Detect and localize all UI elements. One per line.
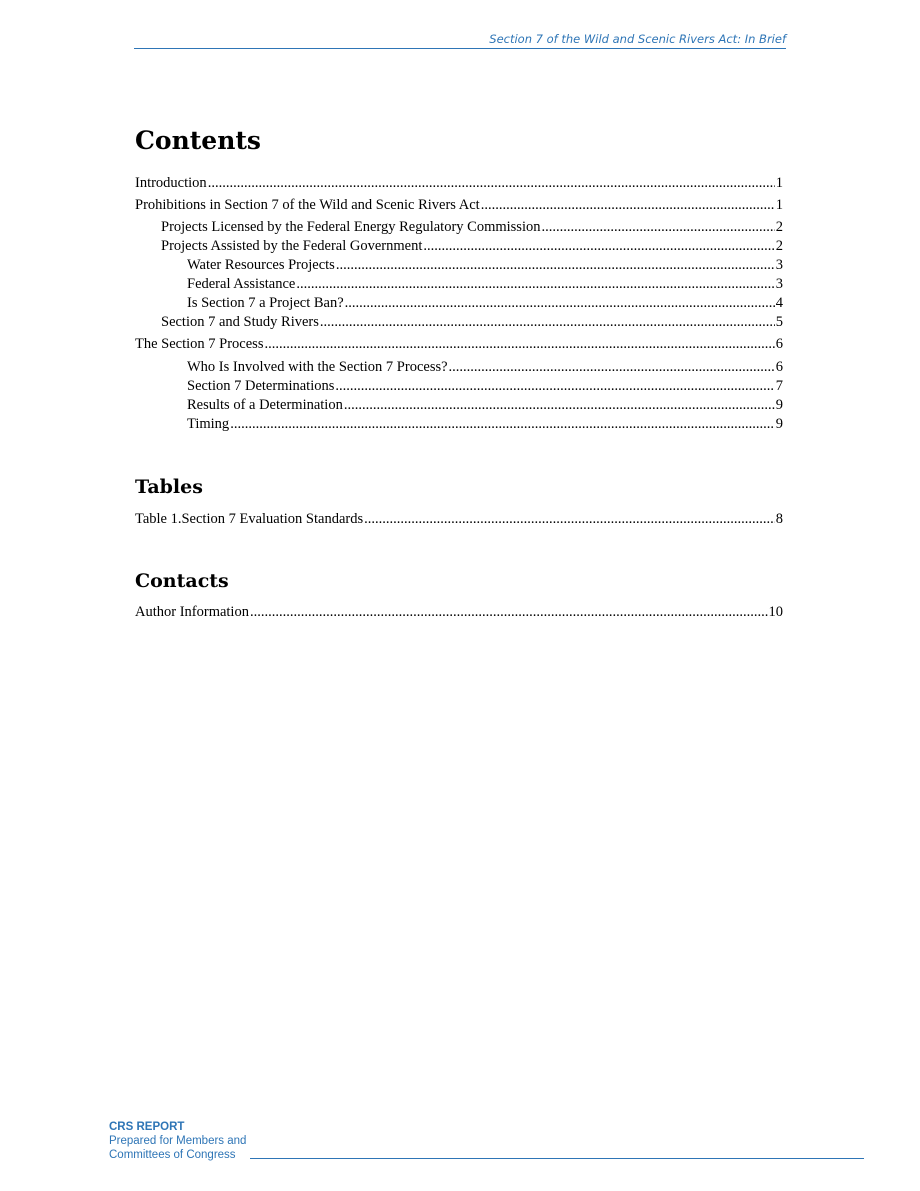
toc-entry-title: Who Is Involved with the Section 7 Process? <box>187 359 448 375</box>
dot-leader <box>345 294 775 313</box>
toc-entry-title: Section 7 Determinations <box>187 378 335 394</box>
footer-rule <box>250 1158 864 1159</box>
toc-entry-title: Is Section 7 a Project Ban? <box>187 295 344 311</box>
toc-entry[interactable] <box>161 218 783 237</box>
toc-entry[interactable] <box>135 510 783 529</box>
toc-entry-page: 4 <box>775 295 783 311</box>
toc-entry-page: 7 <box>775 378 783 394</box>
footer-line-2: Committees of Congress <box>109 1149 236 1161</box>
toc-entry[interactable] <box>187 358 783 377</box>
toc-entry[interactable] <box>187 256 783 275</box>
toc-entry-title: Results of a Determination <box>187 397 343 413</box>
toc-entry-page: 3 <box>775 257 783 273</box>
toc-entry[interactable] <box>187 377 783 396</box>
toc-entry[interactable] <box>161 313 783 332</box>
toc-entry-page: 10 <box>768 604 783 620</box>
toc-entry-title: Section 7 and Study Rivers <box>161 314 319 330</box>
contents-heading: Contents <box>135 126 262 155</box>
dot-leader <box>481 196 775 215</box>
toc-entry[interactable] <box>161 237 783 256</box>
toc-entry[interactable] <box>135 174 783 193</box>
toc-entry[interactable] <box>135 196 783 215</box>
toc-entry-page: 2 <box>775 219 783 235</box>
toc-entry[interactable] <box>187 294 783 313</box>
toc-entry-page: 2 <box>775 238 783 254</box>
dot-leader <box>320 313 775 332</box>
toc-entry-page: 9 <box>775 397 783 413</box>
page-footer <box>109 1121 864 1165</box>
dot-leader <box>296 275 774 294</box>
toc-entry-title: Federal Assistance <box>187 276 296 292</box>
toc-entry-title: Table 1.Section 7 Evaluation Standards <box>135 511 364 527</box>
toc-entry-page: 6 <box>775 359 783 375</box>
dot-leader <box>230 415 775 434</box>
dot-leader <box>208 174 775 193</box>
tables-heading: Tables <box>135 476 203 498</box>
toc-entry[interactable] <box>135 603 783 622</box>
dot-leader <box>364 510 775 529</box>
toc-entry-page: 1 <box>775 197 783 213</box>
toc-entry-title: Author Information <box>135 604 249 620</box>
toc-entry[interactable] <box>187 415 783 434</box>
running-title: Section 7 of the Wild and Scenic Rivers Act: In Brief <box>489 32 786 46</box>
toc-entry[interactable] <box>135 335 783 354</box>
crs-report-label: CRS REPORT <box>109 1121 185 1133</box>
toc-entry-page: 5 <box>775 314 783 330</box>
toc-entry-page: 3 <box>775 276 783 292</box>
toc-entry-title: Projects Licensed by the Federal Energy Regulatory Commission <box>161 219 541 235</box>
dot-leader <box>541 218 774 237</box>
footer-line-1: Prepared for Members and <box>109 1135 247 1147</box>
toc-entry-title: The Section 7 Process <box>135 336 264 352</box>
toc-entry[interactable] <box>187 275 783 294</box>
toc-entry-title: Introduction <box>135 175 207 191</box>
dot-leader <box>264 335 774 354</box>
toc-entry-title: Timing <box>187 416 230 432</box>
dot-leader <box>449 358 775 377</box>
toc-entry-page: 6 <box>775 336 783 352</box>
toc-entry[interactable] <box>187 396 783 415</box>
dot-leader <box>336 256 775 275</box>
running-header <box>134 32 786 49</box>
dot-leader <box>250 603 768 622</box>
toc-entry-page: 1 <box>775 175 783 191</box>
toc-entry-title: Projects Assisted by the Federal Government <box>161 238 423 254</box>
contacts-heading: Contacts <box>135 570 229 592</box>
toc-entry-title: Prohibitions in Section 7 of the Wild and Scenic Rivers Act <box>135 197 480 213</box>
toc-entry-page: 8 <box>775 511 783 527</box>
dot-leader <box>423 237 774 256</box>
dot-leader <box>344 396 775 415</box>
toc-entry-title: Water Resources Projects <box>187 257 335 273</box>
toc-entry-page: 9 <box>775 416 783 432</box>
dot-leader <box>335 377 774 396</box>
